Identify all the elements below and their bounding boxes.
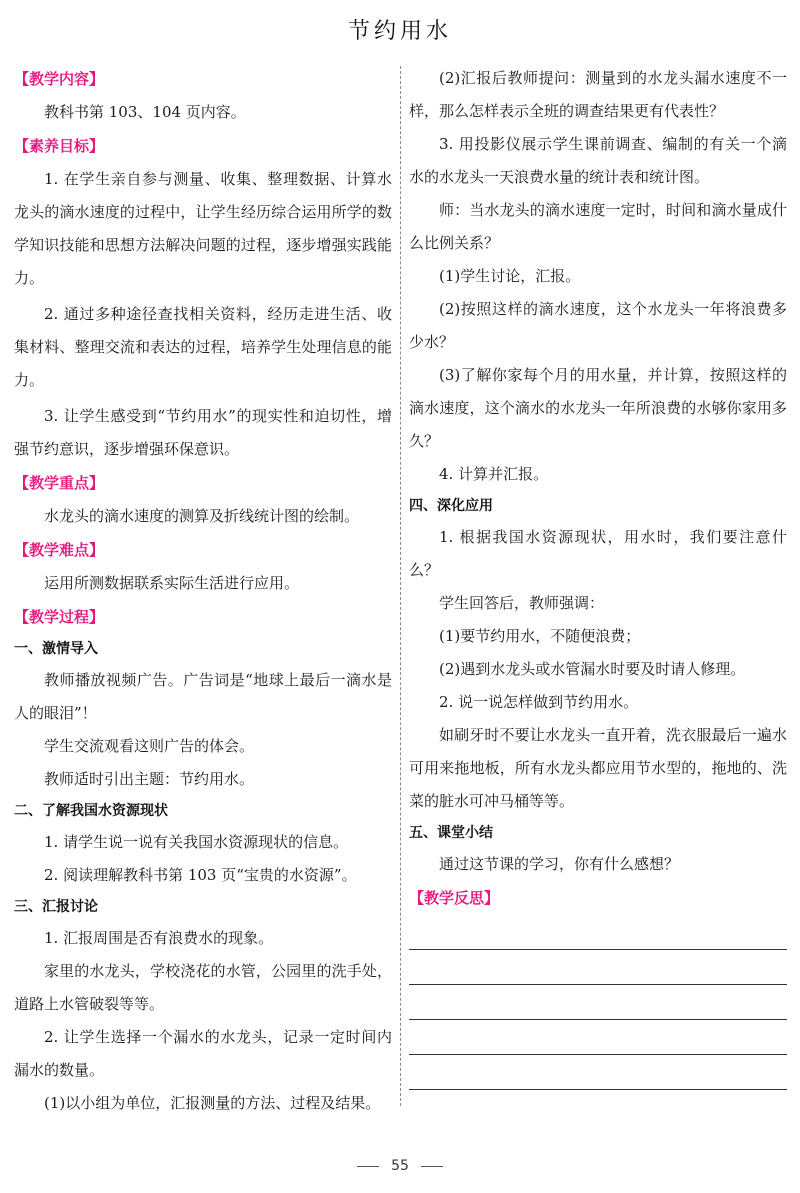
section-title-key-points: 【教学重点】 bbox=[14, 474, 105, 492]
status-paragraph-1: 1. 请学生说一说有关我国水资源现状的信息。 bbox=[44, 833, 349, 851]
subheading-introduction: 一、激情导入 bbox=[14, 641, 98, 657]
report-paragraph-6: (3)了解你家每个月的用水量，并计算，按照这样的滴水速度，这个滴水的水龙头一年所浪费的水够你家用多久？ bbox=[409, 366, 787, 450]
goal-paragraph-1: 1. 在学生亲自参与测量、收集、整理数据、计算水龙头的滴水速度的过程中，让学生经历综合运用所学的数学知识技能和思想方法解决问题的过程，逐步增强实践能力。 bbox=[14, 170, 392, 287]
goal-paragraph-3: 3. 让学生感受到“节约用水”的现实性和迫切性，增强节约意识，逐步增强环保意识。 bbox=[14, 407, 392, 458]
writing-line bbox=[409, 1055, 787, 1090]
section-title-content: 【教学内容】 bbox=[14, 70, 105, 88]
intro-paragraph-3: 教师适时引出主题：节约用水。 bbox=[44, 770, 255, 788]
section-title-goals: 【素养目标】 bbox=[14, 137, 105, 155]
subheading-discussion: 三、汇报讨论 bbox=[14, 899, 98, 915]
discussion-paragraph-3: 2. 让学生选择一个漏水的水龙头，记录一定时间内漏水的数量。 bbox=[14, 1028, 392, 1079]
section-title-reflection: 【教学反思】 bbox=[409, 889, 500, 907]
column-divider bbox=[400, 66, 401, 1106]
application-paragraph-5: 2. 说一说怎样做到节约用水。 bbox=[439, 693, 639, 711]
page-title: 节约用水 bbox=[347, 19, 452, 44]
report-paragraph-3: 师：当水龙头的滴水速度一定时，时间和滴水量成什么比例关系？ bbox=[409, 201, 787, 252]
application-paragraph-1: 1. 根据我国水资源现状，用水时，我们要注意什么？ bbox=[409, 528, 787, 579]
status-paragraph-2: 2. 阅读理解教科书第 103 页“宝贵的水资源”。 bbox=[44, 866, 357, 884]
writing-line bbox=[409, 950, 787, 985]
subheading-water-status: 二、了解我国水资源现状 bbox=[14, 803, 168, 819]
left-column bbox=[14, 62, 392, 1120]
section-title-process: 【教学过程】 bbox=[14, 608, 105, 626]
right-column bbox=[409, 62, 787, 1090]
application-paragraph-2: 学生回答后，教师强调： bbox=[439, 594, 605, 612]
section-title-difficulty: 【教学难点】 bbox=[14, 541, 105, 559]
subheading-application: 四、深化应用 bbox=[409, 498, 493, 514]
application-paragraph-4: (2)遇到水龙头或水管漏水时要及时请人修理。 bbox=[439, 660, 746, 678]
writing-line bbox=[409, 1020, 787, 1055]
difficulty-paragraph: 运用所测数据联系实际生活进行应用。 bbox=[44, 574, 300, 592]
reflection-writing-area bbox=[409, 915, 787, 1090]
report-paragraph-2: 3. 用投影仪展示学生课前调查、编制的有关一个滴水的水龙头一天浪费水量的统计表和统计图。 bbox=[409, 135, 787, 186]
report-paragraph-5: (2)按照这样的滴水速度，这个水龙头一年将浪费多少水？ bbox=[409, 300, 787, 351]
footer-dash-right bbox=[421, 1166, 443, 1167]
page-footer bbox=[0, 1158, 800, 1174]
discussion-paragraph-1: 1. 汇报周围是否有浪费水的现象。 bbox=[44, 929, 274, 947]
subheading-summary: 五、课堂小结 bbox=[409, 825, 493, 841]
goal-paragraph-2: 2. 通过多种途径查找相关资料，经历走进生活、收集材料、整理交流和表达的过程，培养学生处理信息的能力。 bbox=[14, 305, 392, 389]
writing-line bbox=[409, 985, 787, 1020]
discussion-paragraph-2: 家里的水龙头，学校浇花的水管，公园里的洗手处，道路上水管破裂等等。 bbox=[14, 962, 392, 1013]
footer-dash-left bbox=[357, 1166, 379, 1167]
report-paragraph-1: (2)汇报后教师提问：测量到的水龙头漏水速度不一样，那么怎样表示全班的调查结果更有代表性？ bbox=[409, 69, 787, 120]
key-point-paragraph: 水龙头的滴水速度的测算及折线统计图的绘制。 bbox=[44, 507, 360, 525]
writing-line bbox=[409, 915, 787, 950]
report-paragraph-7: 4. 计算并汇报。 bbox=[439, 465, 549, 483]
intro-paragraph-2: 学生交流观看这则广告的体会。 bbox=[44, 737, 255, 755]
content-paragraph: 教科书第 103、104 页内容。 bbox=[44, 103, 246, 121]
application-paragraph-6: 如刷牙时不要让水龙头一直开着，洗衣服最后一遍水可用来拖地板，所有水龙头都应用节水型的，拖地的、洗菜的脏水可冲马桶等等。 bbox=[409, 726, 787, 810]
discussion-paragraph-4: (1)以小组为单位，汇报测量的方法、过程及结果。 bbox=[44, 1094, 381, 1112]
intro-paragraph-1: 教师播放视频广告。广告词是“地球上最后一滴水是人的眼泪”！ bbox=[14, 671, 392, 722]
report-paragraph-4: (1)学生讨论，汇报。 bbox=[439, 267, 581, 285]
summary-paragraph: 通过这节课的学习，你有什么感想？ bbox=[439, 855, 680, 873]
page-number: 55 bbox=[391, 1158, 409, 1174]
application-paragraph-3: (1)要节约用水，不随便浪费； bbox=[439, 627, 641, 645]
